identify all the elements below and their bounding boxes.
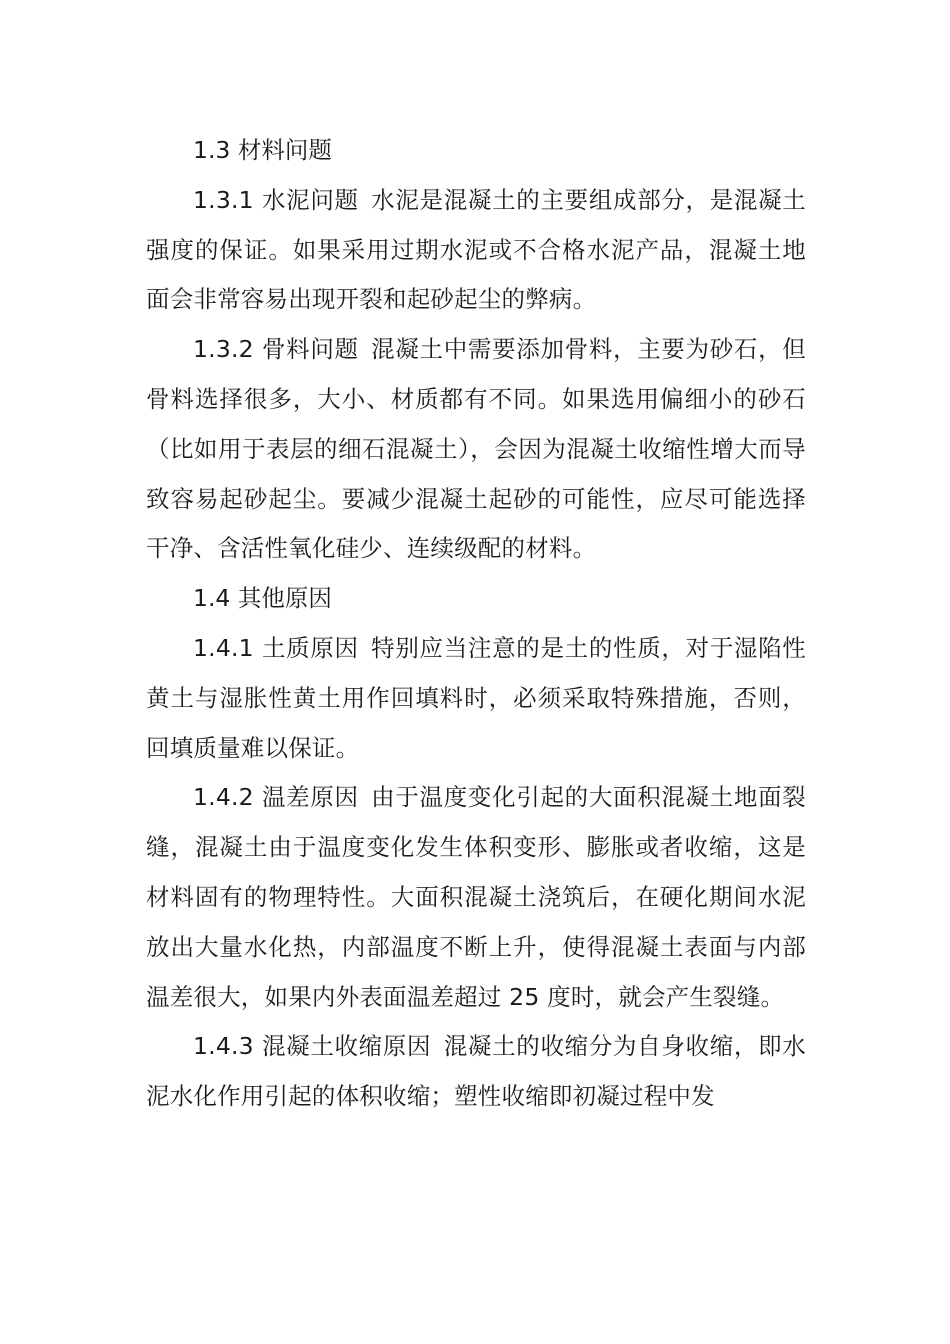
paragraph-title: 1.3.1 水泥问题 [193,185,359,214]
paragraph-1-4-1 [146,624,806,773]
heading-1-4 [146,574,806,624]
paragraph-body: 混凝土中需要添加骨料，主要为砂石，但骨料选择很多，大小、材质都有不同。如果选用偏细小的砂石（比如用于表层的细石混凝土），会因为混凝土收缩性增大而导致容易起砂起尘。要减少混凝土起砂的可能性，应尽可能选择干净、含活性氧化硅少、连续级配的材料。 [146,335,806,563]
document-body [146,126,806,1122]
paragraph-1-4-2 [146,773,806,1022]
heading-1-3 [146,126,806,176]
paragraph-title: 1.3.2 骨料问题 [193,335,359,364]
paragraph-1-4-3 [146,1022,806,1122]
paragraph-title: 1.4.1 土质原因 [193,633,359,662]
paragraph-title: 1.4.2 温差原因 [193,783,359,812]
paragraph-1-3-1 [146,176,806,325]
paragraph-title: 1.4.3 混凝土收缩原因 [193,1032,432,1061]
paragraph-body: 由于温度变化引起的大面积混凝土地面裂缝，混凝土由于温度变化发生体积变形、膨胀或者收缩，这是材料固有的物理特性。大面积混凝土浇筑后，在硬化期间水泥放出大量水化热，内部温度不断上升，使得混凝土表面与内部温差很大，如果内外表面温差超过 25 度时，就会产生裂缝。 [146,783,806,1011]
paragraph-body: 水泥是混凝土的主要组成部分，是混凝土强度的保证。如果采用过期水泥或不合格水泥产品，混凝土地面会非常容易出现开裂和起砂起尘的弊病。 [146,185,806,314]
paragraph-1-3-2 [146,325,806,574]
heading-text: 1.4 其他原因 [193,584,332,613]
heading-text: 1.3 材料问题 [193,136,332,164]
paragraph-body: 特别应当注意的是土的性质，对于湿陷性黄土与湿胀性黄土用作回填料时，必须采取特殊措施，否则，回填质量难以保证。 [146,633,806,762]
paragraph-body: 混凝土的收缩分为自身收缩，即水泥水化作用引起的体积收缩；塑性收缩即初凝过程中发 [146,1032,806,1111]
